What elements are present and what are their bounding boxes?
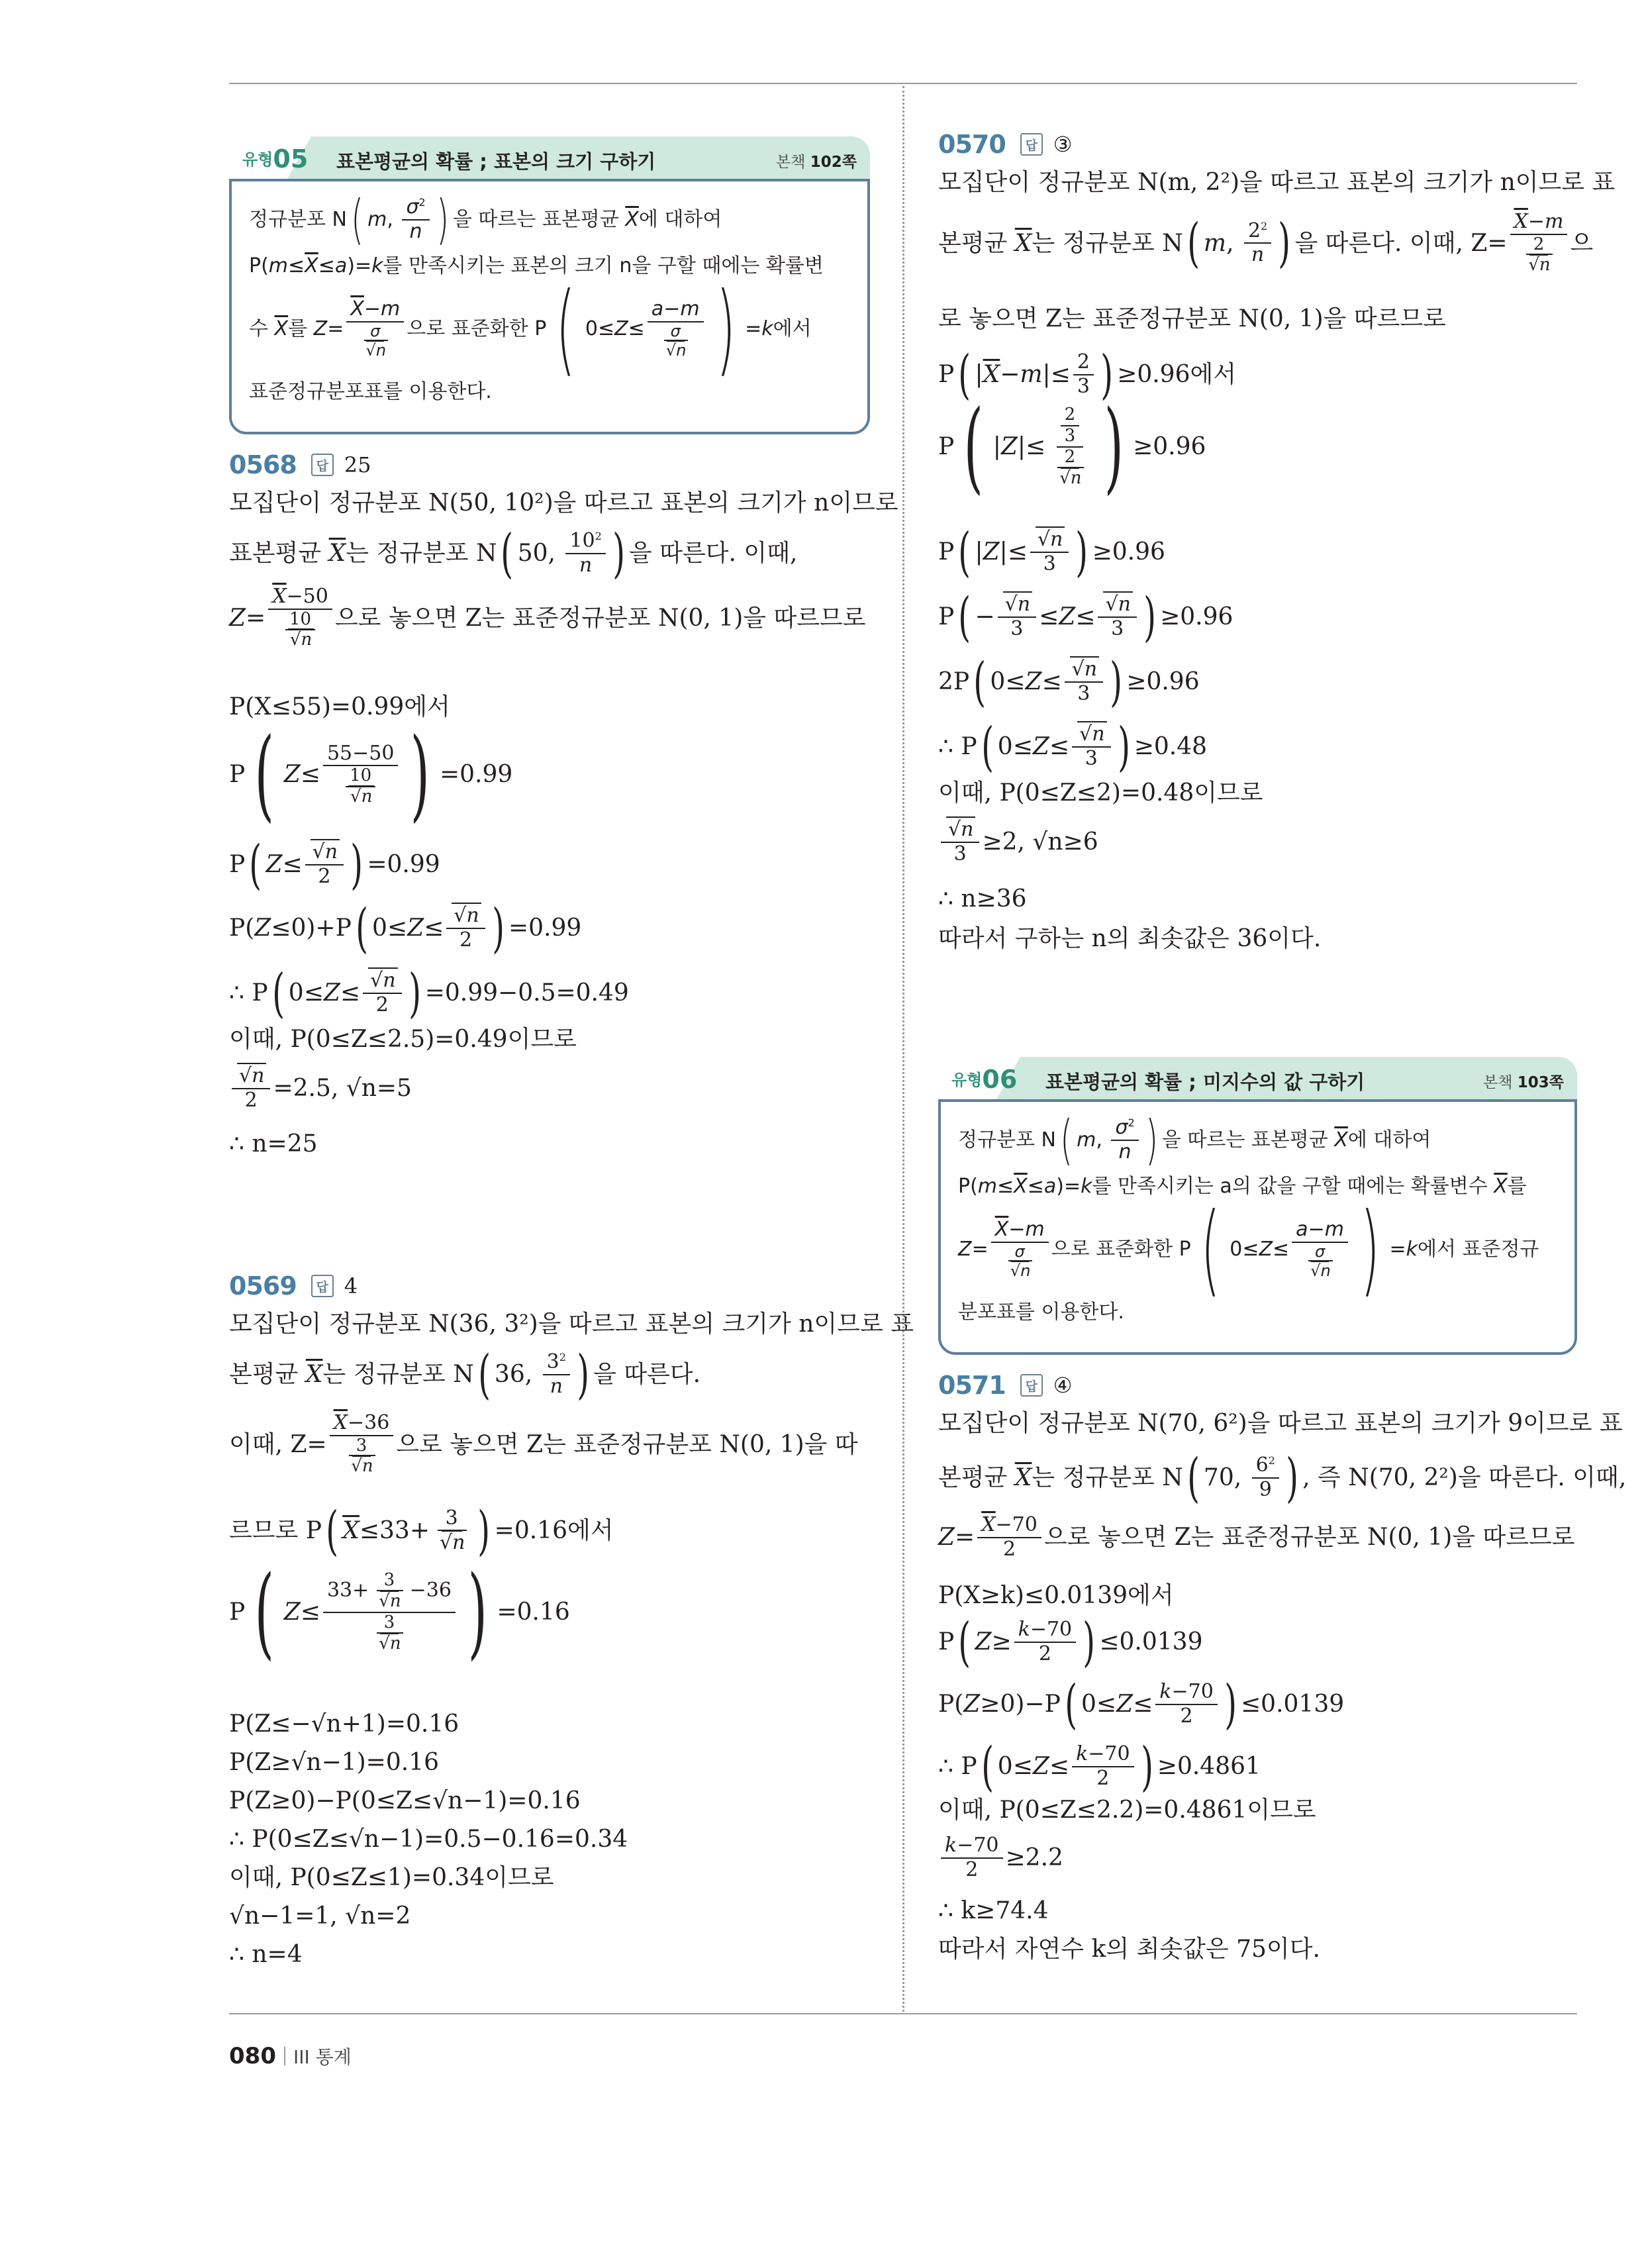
text-line: P ( Z ≥ $\frac{k-70}{2}$ ) ≤0.0139 (938, 1610, 1203, 1673)
text-line: 모집단이 정규분포 N(36, 3²)을 따르고 표본의 크기가 n이므로 표 (229, 1310, 914, 1338)
text-line: P( Z ≥0)−P ( 0≤ Z ≤ $\frac{k-70}{2}$ ) ≤0.0139 (938, 1673, 1345, 1735)
text-line: P ( | $\overline{X}$ − m |≤ $\frac{2}{3}$ ) ≥0.96에서 (938, 343, 1237, 405)
text-line: 본평균 $\overline{X}$ 는 정규분포 N ( 70, $\frac{6^2}{9}$ ) , 즉 N(70, 2²)을 따른다. 이때, (938, 1446, 1627, 1508)
type-05-box: 정규분포 N ( m , $\frac{\sigma^2}{n}$ ) 을 따르는 표본평균 $\overline{X}$ 에 대하여 P( m ≤ $\overline{X}$ ≤ a )= k 를 만족시키는 표본의 크기 n을 구할 때에는 확률변 수 $\overline{X}$ 를 Z = $\overline{X}-m$ σ √ n 으로 표준화한 P ( 0≤ Z ≤ a−m σ √ n ) = k 에서 표준정규분포표를 이용한다. (229, 179, 870, 434)
type-06-box: 정규분포 N ( m , $\frac{\sigma^2}{n}$ ) 을 따르는 표본평균 $\overline{X}$ 에 대하여 P( m ≤ $\overline{X}$ ≤ a )= k 를 만족시키는 a의 값을 구할 때에는 확률변수 $\overline{X}$ 를 Z = $\overline{X}-m$ σ √ n 으로 표준화한 P ( 0≤ Z ≤ a−m σ √ n ) = k 에서 표준정규 분포표를 이용한다. (938, 1099, 1577, 1355)
column-divider (902, 86, 904, 2012)
text-line: P ( Z ≤ 55−50 10 √ n ) =0.99 (229, 735, 512, 814)
page-footer (229, 2043, 352, 2069)
text-line: ∴ P(0≤Z≤√n−1)=0.5−0.16=0.34 (229, 1826, 628, 1853)
problem-0571-head: 0571 답 ④ (938, 1371, 1073, 1400)
bottom-rule (229, 2013, 1577, 2014)
text-line: 2P ( 0≤ Z ≤ √ $\frac{n}{3}$ ) ≥0.96 (938, 658, 1200, 705)
answer-icon: 답 (1020, 133, 1043, 156)
answer-icon: 답 (1020, 1374, 1043, 1397)
text-line: P(Z≤−√n+1)=0.16 (229, 1710, 459, 1738)
text-line: 이때, P(0≤Z≤2)=0.48이므로 (938, 779, 1263, 807)
top-rule (229, 83, 1577, 84)
text-line: Z = $\overline{X}-50$ 10 √ n 으로 놓으면 Z는 표준정규분포 N(0, 1)을 따르므로 (229, 585, 866, 650)
text-line: ∴ P ( 0≤ Z ≤ √ $\frac{n}{2}$ ) =0.99−0.5=0.49 (229, 969, 629, 1016)
text-line: ∴ n=25 (229, 1130, 318, 1158)
type-title: 표본평균의 확률 ; 미지수의 값 구하기 (1045, 1071, 1365, 1093)
type-06-header: 유형06 표본평균의 확률 ; 미지수의 값 구하기 본책 103쪽 (938, 1057, 1577, 1101)
problem-0568-head: 0568 답 25 (229, 450, 371, 479)
answer-icon: 답 (311, 1275, 334, 1297)
chapter-label: III 통계 (293, 2046, 352, 2068)
problem-0569-head: 0569 답 4 (229, 1271, 358, 1301)
text-line: 이때, P(0≤Z≤1)=0.34이므로 (229, 1864, 554, 1891)
text-line: 이때, Z= $\overline{X}-36$ 3 √ n 으로 놓으면 Z는 표준정규분포 N(0, 1)을 따 (229, 1412, 858, 1477)
text-line: ∴ n≥36 (938, 885, 1027, 912)
text-line: 이때, P(0≤Z≤2.5)=0.49이므로 (229, 1026, 577, 1053)
text-line: 로 놓으면 Z는 표준정규분포 N(0, 1)을 따르므로 (938, 305, 1446, 332)
text-line: $\frac{k-70}{2}$ ≥2.2 (938, 1834, 1063, 1881)
text-line: P(Z≥√n−1)=0.16 (229, 1749, 440, 1776)
text-line: 따라서 구하는 n의 최솟값은 36이다. (938, 925, 1322, 952)
type-number: 05 (273, 144, 309, 173)
problem-0570-head: 0570 답 ③ (938, 130, 1073, 159)
text-line: 따라서 자연수 k의 최솟값은 75이다. (938, 1936, 1320, 1963)
text-line: P ( Z ≤ 33+ 3 √ n −36 3 √ n ) =0.16 (229, 1571, 570, 1654)
text-line: √n−1=1, √n=2 (229, 1902, 411, 1930)
text-line: P ( | Z |≤ $\frac{2}{3}$ 2 √ n ) ≥0.96 (938, 405, 1206, 489)
answer-icon: 답 (311, 454, 334, 476)
text-line: ∴ P ( 0≤ Z ≤ √ $\frac{n}{3}$ ) ≥0.48 (938, 723, 1207, 770)
text-line: 모집단이 정규분포 N(70, 6²)을 따르고 표본의 크기가 9이므로 표 (938, 1410, 1623, 1437)
text-line: 모집단이 정규분포 N(50, 10²)을 따르고 표본의 크기가 n이므로 (229, 489, 898, 517)
text-line: P(X≤55)=0.99에서 (229, 693, 450, 720)
text-line: P ( | Z |≤ √ $\frac{n}{3}$ ) ≥0.96 (938, 528, 1165, 575)
footer-separator (284, 2047, 285, 2065)
type-title: 표본평균의 확률 ; 표본의 크기 구하기 (336, 150, 656, 173)
text-line: P ( Z ≤ √ $\frac{n}{2}$ ) =0.99 (229, 841, 440, 888)
text-line: ∴ P ( 0≤ Z ≤ $\frac{k-70}{2}$ ) ≥0.4861 (938, 1735, 1261, 1797)
text-line: ∴ n=4 (229, 1941, 303, 1968)
text-line: 이때, P(0≤Z≤2.2)=0.4861이므로 (938, 1797, 1316, 1824)
text-line: 본평균 $\overline{X}$ 는 정규분포 N ( 36, $\frac{3^2}{n}$ ) 을 따른다. (229, 1343, 701, 1405)
text-line: Z = $\frac{\overline{X}-70}{2}$ 으로 놓으면 Z는 표준정규분포 N(0, 1)을 따르므로 (938, 1513, 1575, 1561)
text-line: ∴ k≥74.4 (938, 1897, 1049, 1924)
text-line: P ( − √ $\frac{n}{3}$ ≤ Z ≤ √ $\frac{n}{3}$ ) ≥0.96 (938, 593, 1233, 640)
text-line: 모집단이 정규분포 N(m, 2²)을 따르고 표본의 크기가 n이므로 표 (938, 169, 1616, 196)
page-number: 080 (229, 2043, 276, 2069)
text-line: √ $\frac{n}{2}$ =2.5, √n=5 (229, 1065, 412, 1112)
text-line: 본평균 $\overline{X}$ 는 정규분포 N ( m , $\frac{2^2}{n}$ ) 을 따른다. 이때, Z= $\overline{X}-m$ 2 √ n 으 (938, 211, 1593, 275)
text-line: 표본평균 $\overline{X}$ 는 정규분포 N ( 50, $\frac{10^2}{n}$ ) 을 따른다. 이때, (229, 522, 798, 584)
text-line: √ $\frac{n}{3}$ ≥2, √n≥6 (938, 818, 1098, 865)
type-label: 유형 (242, 150, 273, 169)
text-line: P(X≥k)≤0.0139에서 (938, 1582, 1174, 1609)
text-line: P( Z ≤0)+P ( 0≤ Z ≤ √ $\frac{n}{2}$ ) =0.99 (229, 905, 581, 952)
type-ref: 본책 103쪽 (1483, 1074, 1564, 1091)
text-line: 르므로 P ( $\overline{X}$ ≤33+ 3 √ n ) =0.16에서 (229, 1507, 614, 1554)
type-ref: 본책 102쪽 (776, 154, 857, 171)
type-05-header (229, 136, 870, 180)
text-line: P(Z≥0)−P(0≤Z≤√n−1)=0.16 (229, 1787, 581, 1814)
